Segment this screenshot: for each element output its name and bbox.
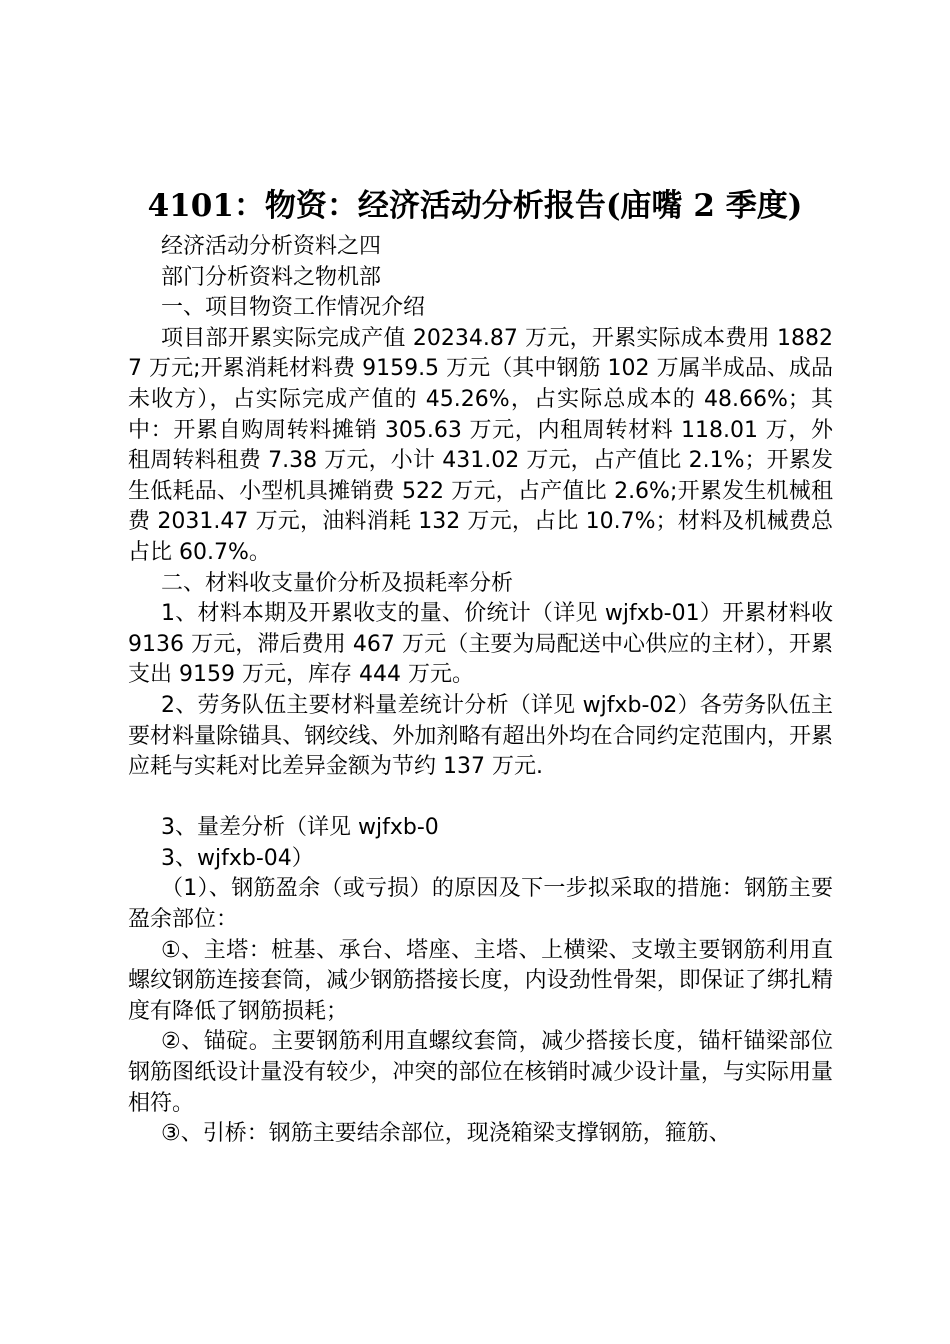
paragraph-quantity-ref: 3、wjfxb-04）: [161, 845, 314, 871]
paragraph-subtitle-2: 部门分析资料之物机部: [161, 264, 382, 290]
paragraph-cost-summary: 项目部开累实际完成产值 20234.87 万元，开累实际成本费用 18827 万元;开累消耗材料费 9159.5 万元（其中钢筋 102 万属半成品、成品未收方），占实际完成产值的 45.26%，占实际总成本的 48.66%；其中：开累自购周转料摊销 305.63 万元，内租周转材料 118.01 万，外租周转料租费 7.38 万元，小计 431.02 万元，占产值比 2.1%；开累发生低耗品、小型机具摊销费 522 万元，占产值比 2.6%;开累发生机械租费 2031.47 万元，油料消耗 132 万元，占比 10.7%；材料及机械费总占比 60.7%。: [128, 325, 833, 565]
section-heading-1: 一、项目物资工作情况介绍: [161, 295, 426, 321]
paragraph-quantity-analysis: 3、量差分析（详见 wjfxb-0: [161, 815, 439, 841]
paragraph-labor-analysis: 2、劳务队伍主要材料量差统计分析（详见 wjfxb-02）各劳务队伍主要材料量除锚具、钢绞线、外加剂略有超出外均在合同约定范围内，开累应耗与实耗对比差异金额为节约 137 万元.: [128, 692, 833, 780]
paragraph-approach-bridge: ③、引桥：钢筋主要结余部位，现浇箱梁支撑钢筋，箍筋、: [161, 1121, 731, 1147]
document-body: [128, 232, 833, 1150]
paragraph-rebar-surplus: （1）、钢筋盈余（或亏损）的原因及下一步拟采取的措施：钢筋主要盈余部位：: [128, 876, 833, 933]
section-heading-2: 二、材料收支量价分析及损耗率分析: [161, 570, 514, 596]
document-title: 4101：物资：经济活动分析报告(庙嘴 2 季度): [147, 188, 803, 224]
paragraph-main-tower: ①、主塔：桩基、承台、塔座、主塔、上横梁、支墩主要钢筋利用直螺纹钢筋连接套筒，减少钢筋搭接长度，内设劲性骨架，即保证了绑扎精度有降低了钢筋损耗；: [128, 937, 833, 1024]
paragraph-material-stats: 1、材料本期及开累收支的量、价统计（详见 wjfxb-01）开累材料收 9136 万元，滞后费用 467 万元（主要为局配送中心供应的主材），开累支出 9159 万元，库存 444 万元。: [128, 601, 833, 688]
paragraph-subtitle-1: 经济活动分析资料之四: [161, 234, 382, 259]
paragraph-anchorage: ②、锚碇。主要钢筋利用直螺纹套筒，减少搭接长度，锚杆锚梁部位钢筋图纸设计量没有较少，冲突的部位在核销时减少设计量，与实际用量相符。: [128, 1029, 833, 1116]
